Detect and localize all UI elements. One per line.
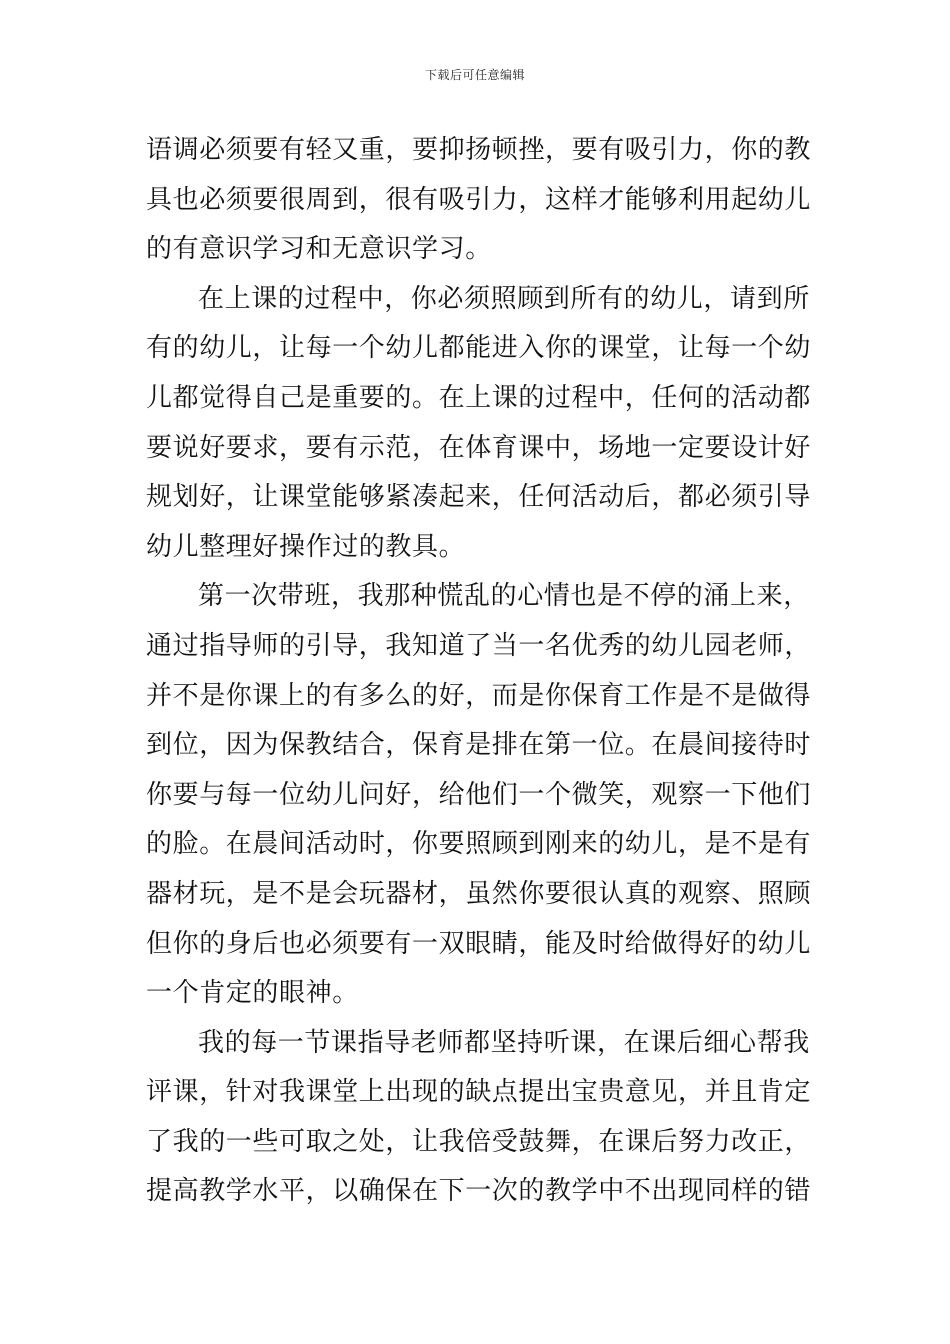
- text-line: 但你的身后也必须要有一双眼睛，能及时给做得好的幼儿: [146, 928, 812, 959]
- text-line: 有的幼儿，让每一个幼儿都能进入你的课堂，让每一个幼: [146, 333, 812, 364]
- text-line: 具也必须要很周到，很有吸引力，这样才能够利用起幼儿: [146, 184, 812, 215]
- text-line: 器材玩，是不是会玩器材，虽然你要很认真的观察、照顾: [146, 878, 812, 909]
- text-line: 了我的一些可取之处，让我倍受鼓舞，在课后努力改正，: [146, 1126, 812, 1157]
- paragraph-first-line: 在上课的过程中，你必须照顾到所有的幼儿，请到所: [198, 283, 810, 314]
- text-line: 评课，针对我课堂上出现的缺点提出宝贵意见，并且肯定: [146, 1077, 812, 1108]
- text-line: 提高教学水平，以确保在下一次的教学中不出现同样的错: [146, 1176, 812, 1207]
- text-line: 的脸。在晨间活动时，你要照顾到刚来的幼儿，是不是有: [146, 829, 812, 860]
- text-line: 语调必须要有轻又重，要抑扬顿挫，要有吸引力，你的教: [146, 135, 812, 165]
- text-line: 你要与每一位幼儿问好，给他们一个微笑，观察一下他们: [146, 779, 812, 810]
- text-line: 规划好，让课堂能够紧凑起来，任何活动后，都必须引导: [146, 482, 812, 513]
- body-text: [146, 126, 812, 1217]
- paragraph-first-line: 我的每一节课指导老师都坚持听课，在课后细心帮我: [198, 1027, 810, 1058]
- text-line: 要说好要求，要有示范，在体育课中，场地一定要设计好: [146, 432, 812, 463]
- text-line: 儿都觉得自己是重要的。在上课的过程中，任何的活动都: [146, 382, 812, 413]
- paragraph-first-line: 第一次带班，我那种慌乱的心情也是不停的涌上来，: [198, 581, 810, 612]
- page-header-note: 下载后可任意编辑: [424, 68, 525, 82]
- text-line: 一个肯定的眼神。: [146, 978, 359, 1009]
- text-line: 的有意识学习和无意识学习。: [146, 234, 492, 265]
- text-line: 并不是你课上的有多么的好，而是你保育工作是不是做得: [146, 680, 812, 711]
- text-line: 通过指导师的引导，我知道了当一名优秀的幼儿园老师，: [146, 630, 812, 661]
- text-line: 到位，因为保教结合，保育是排在第一位。在晨间接待时: [146, 730, 812, 761]
- text-line: 幼儿整理好操作过的教具。: [146, 531, 466, 562]
